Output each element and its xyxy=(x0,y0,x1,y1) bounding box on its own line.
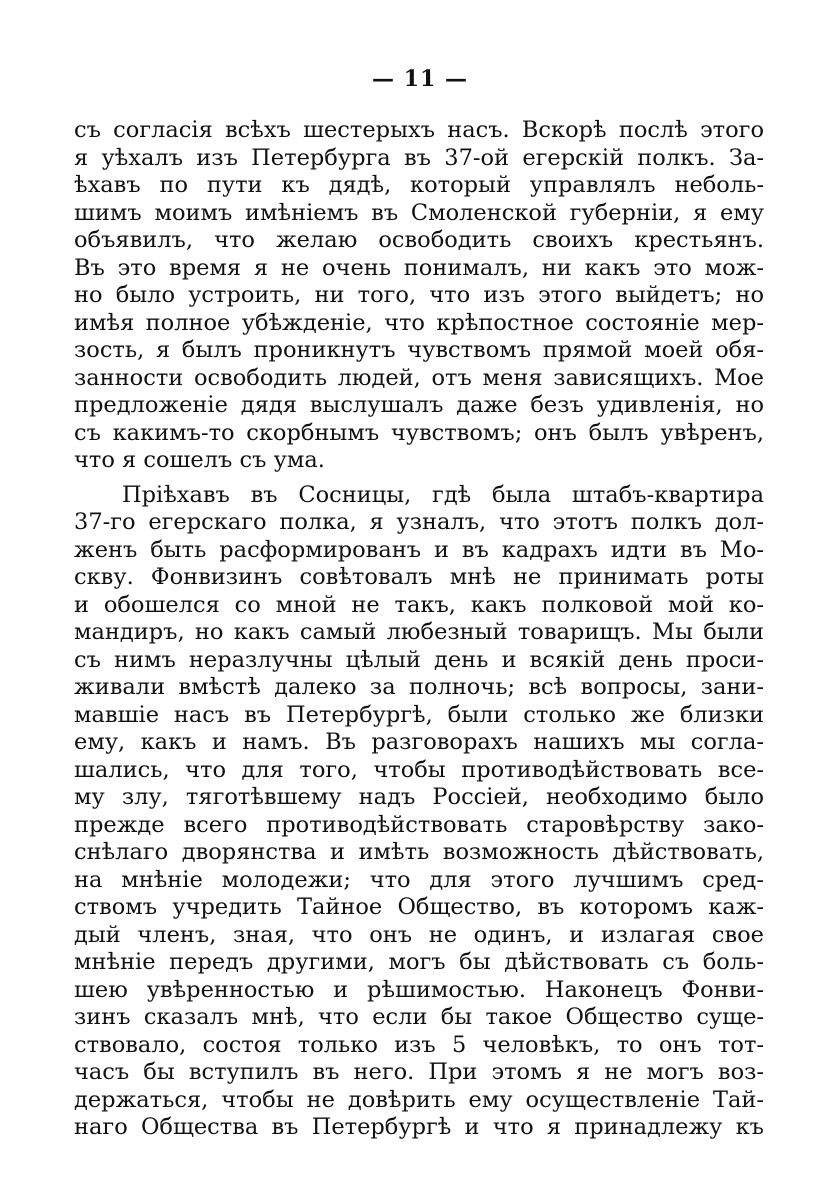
text-line: скву. Фонвизинъ совѣтовалъ мнѣ не принимать роты xyxy=(74,564,764,590)
text-line: объявилъ, что желаю освободить своихъ крестьянъ. xyxy=(74,227,764,253)
body-text xyxy=(74,117,764,1142)
text-line: на мнѣніе молодежи; что для этого лучшимъ сред- xyxy=(74,866,764,893)
text-line: снѣлаго дворянства и имѣть возможность дѣйствовать, xyxy=(74,839,764,865)
text-line: женъ быть расформированъ и въ кадрахъ идти въ Мо- xyxy=(74,536,764,563)
text-line: Пріѣхавъ въ Сосницы, гдѣ была штабъ-квартира xyxy=(122,481,764,508)
text-line: мнѣніе передъ другими, могъ бы дѣйствовать съ боль- xyxy=(74,949,764,975)
text-line: мавшіе насъ въ Петербургѣ, были столько же близки xyxy=(74,701,764,728)
text-line: занности освободить людей, отъ меня зависящихъ. Мое xyxy=(74,364,764,391)
text-line: ствомъ учредить Тайное Общество, въ которомъ каж- xyxy=(74,894,764,920)
text-line: мандиръ, но какъ самый любезный товарищъ. Мы были xyxy=(74,619,764,645)
text-line: зинъ сказалъ мнѣ, что если бы такое Общество суще- xyxy=(74,1004,764,1030)
text-line: Въ это время я не очень понималъ, ни какъ это мож- xyxy=(74,254,764,281)
text-line: му злу, тяготѣвшему надъ Россіей, необходимо было xyxy=(74,784,764,810)
page-number: — 11 — xyxy=(372,66,468,92)
text-line: часъ бы вступилъ въ него. При этомъ я не могъ воз- xyxy=(74,1059,764,1085)
text-line: 37-го егерскаго полка, я узналъ, что этотъ полкъ дол- xyxy=(74,509,764,535)
paragraph-2 xyxy=(74,482,764,1142)
text-line: но было устроить, ни того, что изъ этого выйдетъ; но xyxy=(74,282,764,308)
text-line: ѣхавъ по пути къ дядѣ, который управлялъ неболь- xyxy=(74,172,764,198)
text-line: шею увѣренностью и рѣшимостью. Наконецъ Фонви- xyxy=(74,976,764,1003)
text-line: шались, что для того, чтобы противодѣйствовать все- xyxy=(74,756,764,783)
text-line: дый членъ, зная, что онъ не одинъ, и излагая свое xyxy=(74,921,764,948)
text-line: предложеніе дядя выслушалъ даже безъ удивленія, но xyxy=(74,392,764,418)
text-line: имѣя полное убѣжденіе, что крѣпостное состояніе мер- xyxy=(74,309,764,336)
text-line: ствовало, состоя только изъ 5 человѣкъ, то онъ тот- xyxy=(74,1031,764,1058)
paragraph-gap xyxy=(74,475,764,482)
text-line: живали вмѣстѣ далеко за полночь; всѣ вопросы, зани- xyxy=(74,674,764,700)
text-line: ему, какъ и намъ. Въ разговорахъ нашихъ мы согла- xyxy=(74,729,764,755)
text-line: держаться, чтобы не довѣрить ему осуществленіе Тай- xyxy=(74,1086,764,1113)
text-line: и обошелся со мной не такъ, какъ полковой мой ко- xyxy=(74,591,764,618)
text-line: съ какимъ-то скорбнымъ чувствомъ; онъ былъ увѣренъ, xyxy=(74,419,764,446)
text-line: что я сошелъ съ ума. xyxy=(74,447,325,473)
text-line: наго Общества въ Петербургѣ и что я принадлежу къ xyxy=(74,1114,764,1140)
text-line: съ нимъ неразлучны цѣлый день и всякій день проси- xyxy=(74,646,764,673)
text-line: я уѣхалъ изъ Петербурга въ 37-ой егерскій полкъ. За- xyxy=(74,144,764,171)
paragraph-1 xyxy=(74,117,764,475)
text-line: шимъ моимъ имѣніемъ въ Смоленской губерніи, я ему xyxy=(74,199,764,226)
text-line: зость, я былъ проникнутъ чувствомъ прямой моей обя- xyxy=(74,337,764,363)
text-line: прежде всего противодѣйствовать старовѣрству зако- xyxy=(74,811,764,838)
text-line: съ согласія всѣхъ шестерыхъ насъ. Вскорѣ послѣ этого xyxy=(74,117,764,143)
